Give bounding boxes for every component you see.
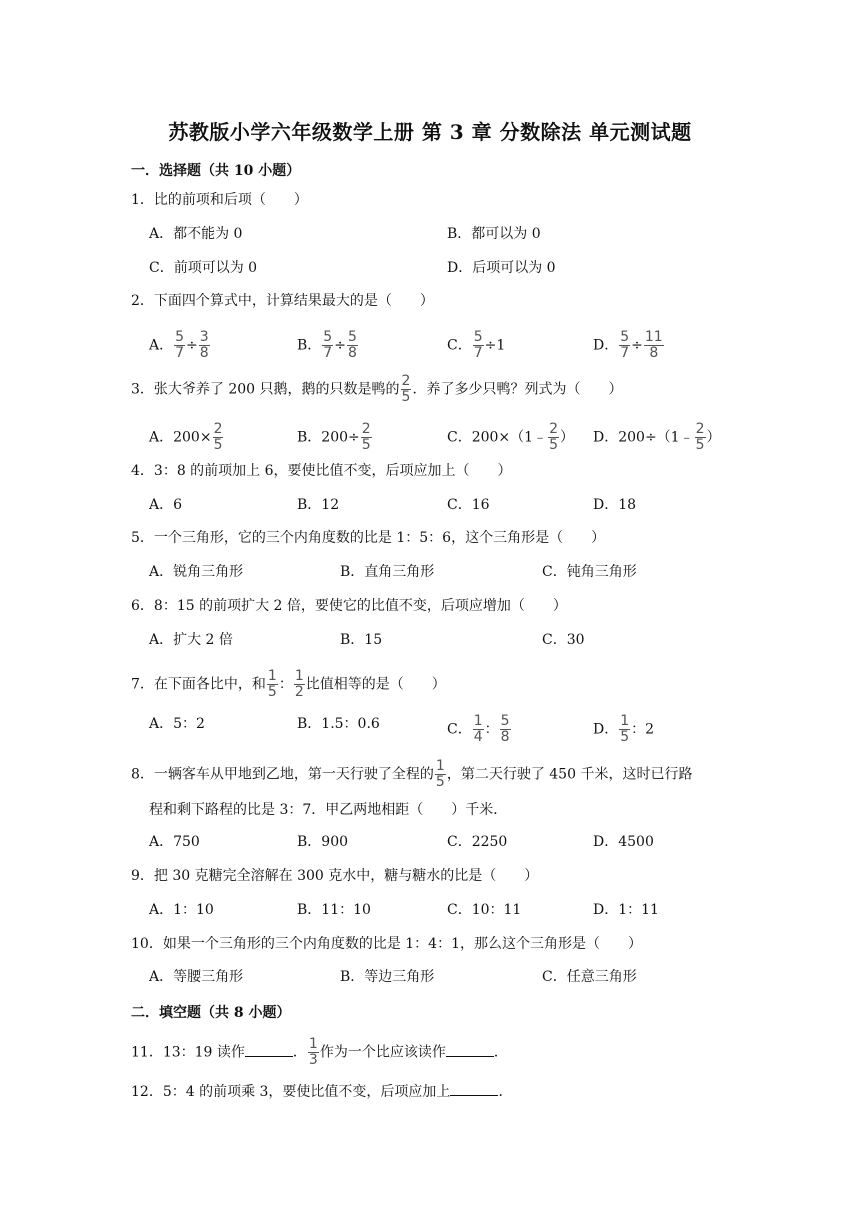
q7-option-d: D． $\frac{1}{5}$ ：2	[593, 713, 655, 745]
fraction: $\frac{1}{3}$	[308, 1036, 318, 1068]
question-9: 9．把 30 克糖完全溶解在 300 克水中，糖与糖水的比是（ ）	[131, 868, 539, 884]
q6-option-a: A．扩大 2 倍	[149, 632, 233, 648]
q3-option-c: C．200×（1﹣ $\frac{2}{5}$ ）	[447, 421, 574, 453]
q7-option-c: C． $\frac{1}{4}$ ： $\frac{5}{8}$	[447, 713, 510, 745]
q8-option-b: B．900	[297, 834, 349, 850]
q10-option-c: C．任意三角形	[542, 969, 637, 985]
fraction: $\frac{2}{5}$	[695, 421, 705, 453]
q5-option-c: C．钝角三角形	[542, 564, 637, 580]
q9-option-c: C．10：11	[447, 902, 522, 918]
section-heading-fill-in: 二．填空题（共 8 小题）	[131, 1005, 291, 1021]
q2-option-b: B． $\frac{5}{7}$ ÷ $\frac{5}{8}$	[297, 329, 357, 361]
q8-option-a: A．750	[149, 834, 200, 850]
q1-option-c: C．前项可以为 0	[149, 260, 258, 276]
fraction: $\frac{2}{5}$	[549, 421, 558, 453]
question-2: 2．下面四个算式中，计算结果最大的是（ ）	[131, 293, 434, 309]
fraction: $\frac{5}{7}$	[323, 329, 333, 361]
q1-option-d: D．后项可以为 0	[447, 260, 556, 276]
question-8: 8．一辆客车从甲地到乙地，第一天行驶了全程的 $\frac{1}{5}$ ，第二天行驶了 450 千米，这时已行路	[131, 758, 693, 790]
question-8-continued: 程和剩下路程的比是 3：7．甲乙两地相距（ ）千米．	[149, 802, 508, 818]
q10-option-b: B．等边三角形	[340, 969, 435, 985]
fraction: $\frac{1}{5}$	[435, 758, 445, 790]
fraction: $\frac{5}{7}$	[473, 329, 483, 361]
fraction: $\frac{11}{8}$	[644, 329, 663, 361]
question-5: 5．一个三角形，它的三个内角度数的比是 1：5：6，这个三角形是（ ）	[131, 530, 606, 546]
q2-option-a: A． $\frac{5}{7}$ ÷ $\frac{3}{8}$	[149, 329, 209, 361]
answer-blank	[450, 1081, 498, 1096]
q4-option-a: A．6	[149, 497, 183, 513]
q2-option-d: D． $\frac{5}{7}$ ÷ $\frac{11}{8}$	[593, 329, 663, 361]
fraction: $\frac{5}{8}$	[347, 329, 357, 361]
q9-option-a: A．1：10	[149, 902, 214, 918]
question-4: 4．3：8 的前项加上 6，要使比值不变，后项应加上（ ）	[131, 463, 512, 479]
q4-option-c: C．16	[447, 497, 490, 513]
q1-option-b: B．都可以为 0	[447, 226, 541, 242]
fraction: $\frac{2}{5}$	[361, 421, 371, 453]
q6-option-c: C．30	[542, 632, 585, 648]
q6-option-b: B．15	[340, 632, 383, 648]
q8-option-c: C．2250	[447, 834, 508, 850]
q7-option-a: A．5：2	[149, 716, 205, 732]
q3-option-d: D．200÷（1﹣ $\frac{2}{5}$ ）	[593, 421, 721, 453]
fraction: $\frac{2}{5}$	[213, 421, 223, 453]
q5-option-b: B．直角三角形	[340, 564, 435, 580]
q8-option-d: D．4500	[593, 834, 654, 850]
question-12: 12．5：4 的前项乘 3，要使比值不变，后项应加上 ．	[131, 1081, 512, 1102]
q7-option-b: B．1.5：0.6	[297, 716, 380, 732]
question-3: 3．张大爷养了 200 只鹅，鹅的只数是鸭的 $\frac{2}{5}$ ．养了多少只鸭？列式为（ ）	[131, 373, 623, 405]
section-heading-choice: 一．选择题（共 10 小题）	[131, 163, 301, 179]
q4-option-d: D．18	[593, 497, 637, 513]
q9-option-b: B．11：10	[297, 902, 371, 918]
fraction: $\frac{1}{5}$	[620, 713, 630, 745]
answer-blank	[446, 1042, 494, 1057]
q4-option-b: B．12	[297, 497, 340, 513]
page-title: 苏教版小学六年级数学上册 第 3 章 分数除法 单元测试题	[168, 120, 692, 144]
q5-option-a: A．锐角三角形	[149, 564, 244, 580]
question-1: 1．比的前项和后项（ ）	[131, 192, 308, 208]
question-7: 7．在下面各比中，和 $\frac{1}{5}$ ： $\frac{1}{2}$ 比值相等的是（ ）	[131, 668, 446, 700]
fraction: $\frac{5}{7}$	[620, 329, 630, 361]
fraction: $\frac{1}{2}$	[294, 668, 304, 700]
question-10: 10．如果一个三角形的三个内角度数的比是 1：4：1，那么这个三角形是（ ）	[131, 936, 642, 952]
fraction: $\frac{3}{8}$	[199, 329, 209, 361]
fraction: $\frac{5}{7}$	[175, 329, 185, 361]
q3-option-a: A．200× $\frac{2}{5}$	[149, 421, 223, 453]
q2-option-c: C． $\frac{5}{7}$ ÷1	[447, 329, 506, 361]
q3-option-b: B．200÷ $\frac{2}{5}$	[297, 421, 371, 453]
q10-option-a: A．等腰三角形	[149, 969, 244, 985]
fraction: $\frac{1}{4}$	[473, 713, 483, 745]
question-6: 6．8：15 的前项扩大 2 倍，要使它的比值不变，后项应增加（ ）	[131, 598, 567, 614]
fraction: $\frac{5}{8}$	[500, 713, 510, 745]
q9-option-d: D．1：11	[593, 902, 659, 918]
answer-blank	[245, 1042, 293, 1057]
fraction: $\frac{2}{5}$	[401, 373, 411, 405]
question-11: 11．13：19 读作 ． $\frac{1}{3}$ 作为一个比应该读作 ．	[131, 1036, 508, 1068]
q1-option-a: A．都不能为 0	[149, 226, 243, 242]
fraction: $\frac{1}{5}$	[267, 668, 277, 700]
